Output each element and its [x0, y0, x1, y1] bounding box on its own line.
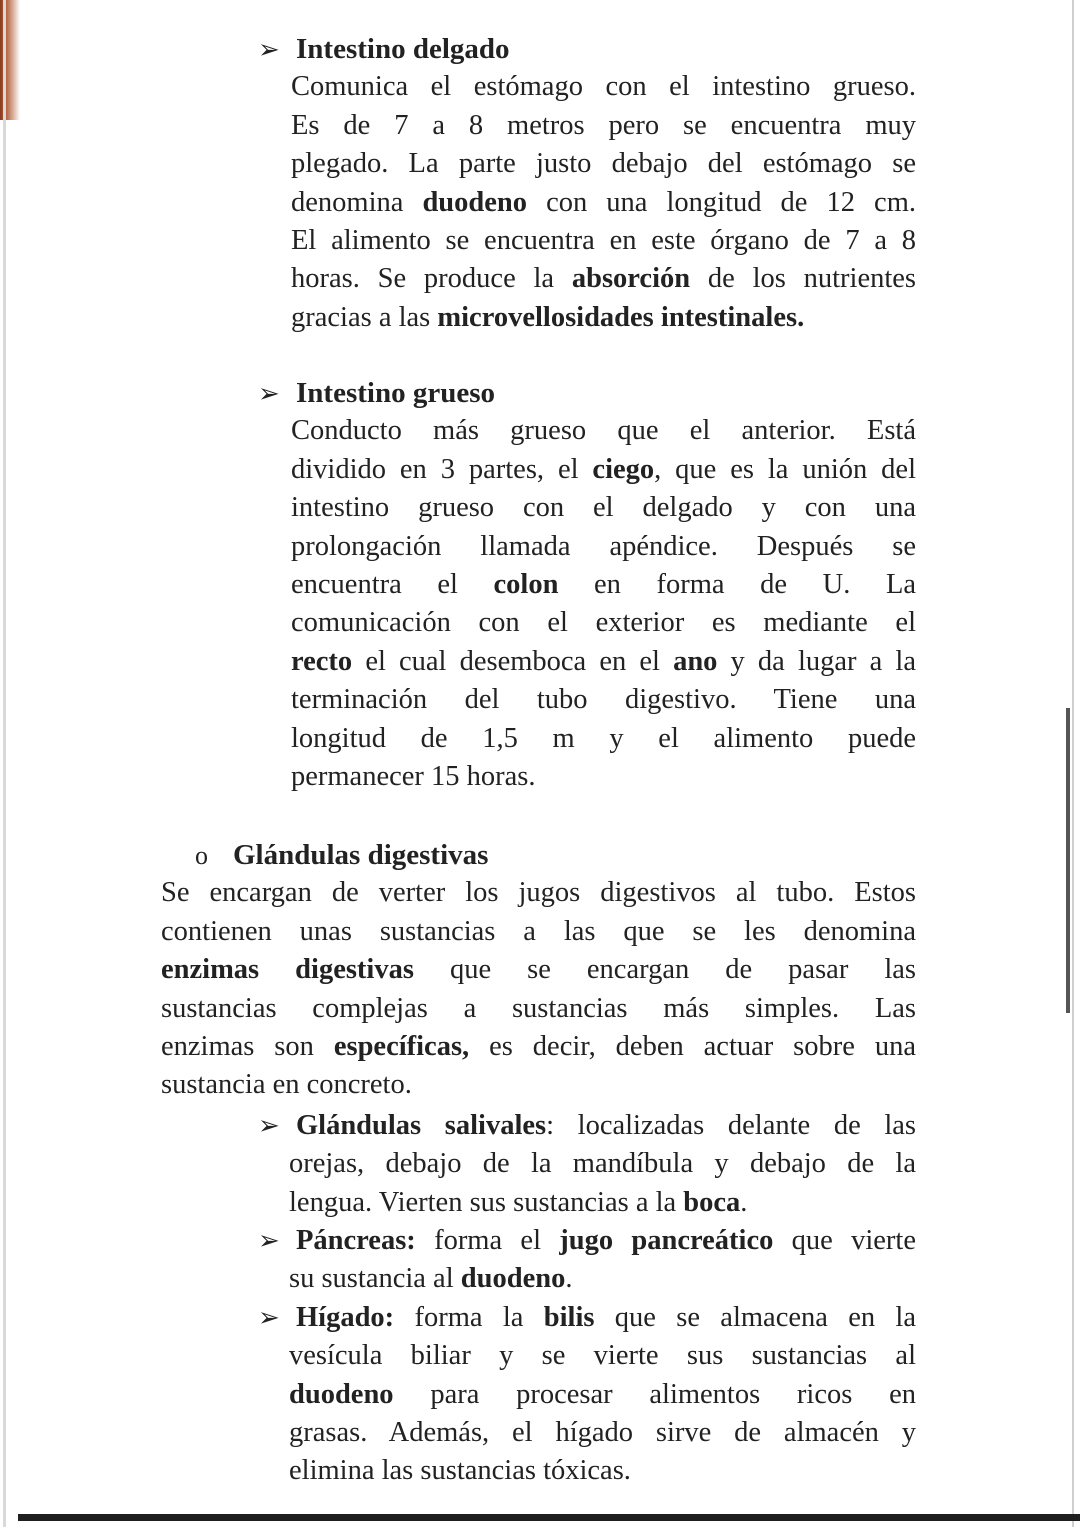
circle-bullet-icon: o — [195, 841, 208, 870]
bold-term: colon — [493, 568, 559, 600]
bold-term: duodeno — [460, 1263, 566, 1295]
section-intestino-delgado — [258, 30, 916, 68]
text-line: horas. Se produce la absorción de los nutrientes — [291, 263, 917, 295]
scrollbar-thumb[interactable] — [1066, 708, 1070, 1013]
text-line: Conducto más grueso que el anterior. Está — [291, 415, 916, 447]
bold-term: bilis — [543, 1301, 595, 1333]
scan-bottom-border — [18, 1514, 1080, 1521]
text-line: Comunica el estómago con el intestino grueso. — [291, 71, 916, 103]
arrow-bullet-icon: ➢ — [258, 1226, 280, 1255]
section-heading — [195, 836, 916, 874]
text-line: El alimento se encuentra en este órgano de 7 a 8 — [291, 224, 916, 256]
text-line: intestino grueso con el delgado y con una — [291, 492, 916, 524]
scan-right-border — [1072, 0, 1074, 1527]
scan-left-border — [3, 0, 6, 1527]
text-line: encuentra el colon en forma de U. La — [291, 568, 916, 600]
text-line: enzimas son específicas, es decir, deben actuar sobre una — [161, 1030, 916, 1062]
text-line: contienen unas sustancias a las que se les denomina — [161, 915, 916, 947]
bold-term: boca — [683, 1186, 741, 1218]
text-line: Es de 7 a 8 metros pero se encuentra muy — [291, 109, 916, 141]
text-line: elimina las sustancias tóxicas. — [289, 1455, 631, 1487]
arrow-bullet-icon: ➢ — [258, 1302, 280, 1332]
sublist-item-higado — [258, 1299, 916, 1491]
text-line: duodeno para procesar alimentos ricos en — [289, 1378, 916, 1410]
bold-term: microvellosidades intestinales. — [437, 301, 805, 333]
text-line: ➢ Páncreas: forma el jugo pancreático que vierte — [258, 1222, 916, 1260]
text-line: denomina duodeno con una longitud de 12 cm. — [291, 186, 916, 218]
text-line: enzimas digestivas que se encargan de pasar las — [161, 954, 916, 986]
arrow-bullet-icon: ➢ — [258, 1110, 280, 1140]
section-body — [291, 68, 916, 337]
text-line: longitud de 1,5 m y el alimento puede — [291, 722, 916, 754]
section-body — [161, 874, 916, 1104]
bold-term: absorción — [571, 263, 691, 295]
bold-term: Glándulas salivales — [296, 1109, 547, 1141]
text-line: ➢ Hígado: forma la bilis que se almacena en la — [258, 1299, 916, 1337]
bold-term: duodeno — [289, 1378, 394, 1410]
section-title: Glándulas digestivas — [233, 839, 489, 871]
text-line: plegado. La parte justo debajo del estómago se — [291, 148, 916, 180]
bold-term: ano — [673, 645, 718, 677]
text-line: permanecer 15 horas. — [291, 760, 536, 792]
sublist-item-glandulas-salivales — [258, 1107, 916, 1222]
text-line: Se encargan de verter los jugos digestivos al tubo. Estos — [161, 877, 916, 909]
arrow-bullet-icon: ➢ — [258, 35, 280, 64]
text-line: sustancias complejas a sustancias más simples. Las — [161, 992, 916, 1024]
text-line: recto el cual desemboca en el ano y da lugar a la — [291, 645, 916, 677]
section-title: Intestino delgado — [296, 33, 510, 65]
text-line: dividido en 3 partes, el ciego, que es la unión del — [291, 453, 916, 485]
bold-term: duodeno — [422, 186, 528, 218]
text-line: sustancia en concreto. — [161, 1069, 412, 1101]
section-heading — [258, 30, 916, 68]
text-line: grasas. Además, el hígado sirve de almacén y — [289, 1416, 916, 1448]
bold-term: jugo pancreático — [559, 1225, 774, 1256]
sublist-item-pancreas — [258, 1222, 916, 1299]
text-line: su sustancia al duodeno. — [289, 1263, 573, 1295]
text-line: vesícula biliar y se vierte sus sustancias al — [289, 1340, 916, 1372]
text-line: lengua. Vierten sus sustancias a la boca. — [289, 1186, 748, 1218]
bold-term: ciego — [592, 453, 655, 485]
bold-term: Páncreas: — [296, 1225, 416, 1256]
text-line: gracias a las microvellosidades intestinales. — [291, 301, 805, 333]
section-glandulas-digestivas — [195, 836, 916, 874]
bold-term: recto — [291, 645, 353, 677]
arrow-bullet-icon: ➢ — [258, 379, 280, 408]
text-line: comunicación con el exterior es mediante el — [291, 607, 916, 639]
bold-term: Hígado: — [296, 1301, 395, 1333]
bold-term: enzimas digestivas — [161, 954, 414, 986]
bold-term: específicas, — [333, 1030, 470, 1062]
text-line: prolongación llamada apéndice. Después se — [291, 530, 916, 562]
text-line: terminación del tubo digestivo. Tiene una — [291, 684, 916, 716]
section-intestino-grueso — [258, 374, 916, 412]
section-body — [291, 412, 916, 796]
text-line: ➢ Glándulas salivales: localizadas delante de las — [258, 1107, 916, 1145]
section-title: Intestino grueso — [296, 377, 495, 409]
section-heading — [258, 374, 916, 412]
text-line: orejas, debajo de la mandíbula y debajo de la — [289, 1148, 916, 1180]
